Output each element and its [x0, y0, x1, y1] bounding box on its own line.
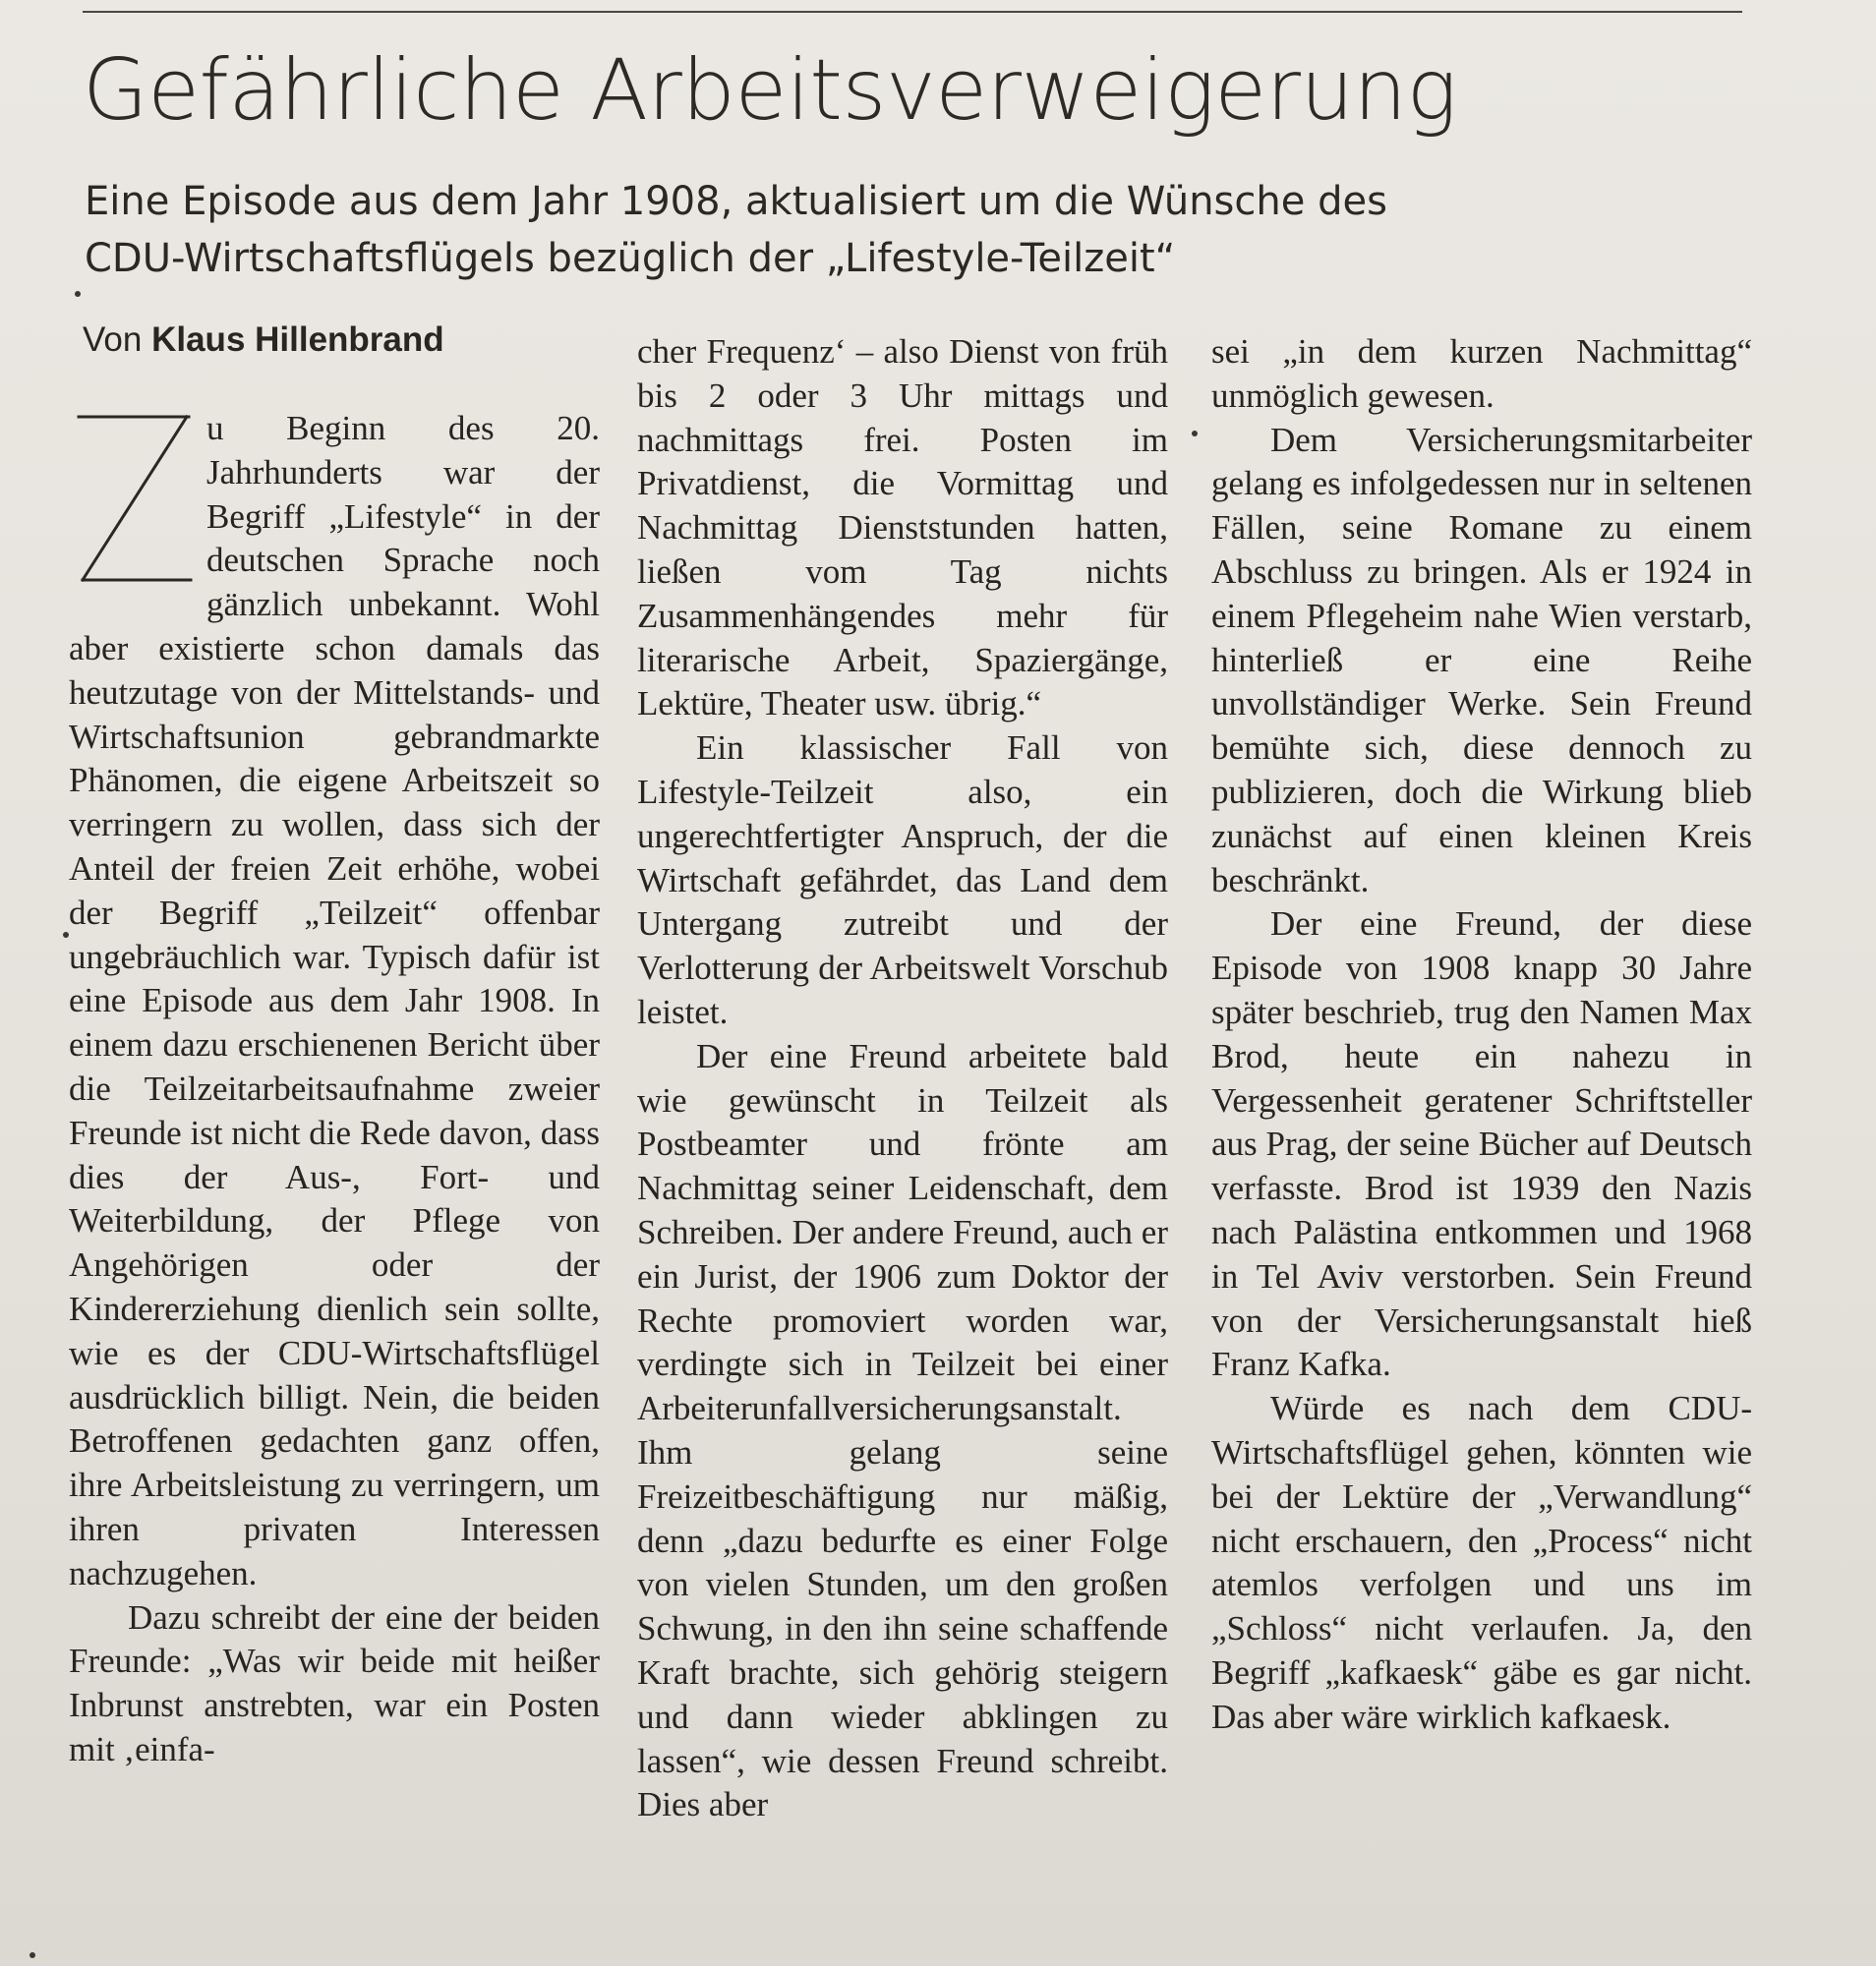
top-rule — [83, 11, 1742, 13]
headline: Gefährliche Arbeitsverweigerung — [83, 41, 1457, 140]
dropcap — [75, 411, 193, 586]
paragraph: Ein klassischer Fall von Lifestyle-Teilzeit also, ein ungerechtfertigter Anspruch, der die Wirtschaft gefährdet, das Land dem Untergang zutreibt und der Verlotterung der Arbeitswelt Vorschub leistet. — [637, 728, 1168, 1031]
column-3 — [1211, 330, 1752, 1740]
paragraph: cher Frequenz‘ – also Dienst von früh bis 2 oder 3 Uhr mittags und nachmittags frei. Posten im Privatdienst, die Vormittag und Nachmittag Dienststunden hatten, ließen vom Tag nichts Zusammenhängendes mehr für literarische Arbeit, Spaziergänge, Lektüre, Theater usw. übrig.“ — [637, 332, 1168, 723]
paragraph: Würde es nach dem CDU-Wirtschaftsflügel gehen, könnten wie bei der Lektüre der „Verwandlung“ nicht erschauern, den „Process“ nicht atemlos verfolgen und uns im „Schloss“ nicht verlaufen. Ja, den Begriff „kafkaesk“ gäbe es gar nicht. Das aber wäre wirklich kafkaesk. — [1211, 1389, 1752, 1736]
paper-speck — [63, 932, 69, 938]
paragraph: Dazu schreibt der eine der beiden Freunde: „Was wir beide mit heißer Inbrunst anstrebten, war ein Posten mit ‚einfa- — [69, 1597, 600, 1768]
paper-speck — [1192, 431, 1198, 436]
paragraph: Der eine Freund arbeitete bald wie gewünscht in Teilzeit als Postbeamter und frönte am Nachmittag seiner Leidenschaft, dem Schreiben. Der andere Freund, auch er ein Jurist, der 1906 zum Doktor der Rechte promoviert worden war, verdingte sich in Teilzeit bei einer Arbeiterunfallversicherungsanstalt. Ihm gelang seine Freizeitbeschäftigung nur mäßig, denn „dazu bedurfte es einer Folge von vielen Stunden, um den großen Schwung, in den ihn seine schaffende Kraft brachte, sich gehörig steigern und dann wieder abklingen zu lassen“, wie dessen Freund schreibt. Dies aber — [637, 1036, 1168, 1824]
paragraph: Dem Versicherungsmitarbeiter gelang es infolgedessen nur in seltenen Fällen, seine Romane zu einem Abschluss zu bringen. Als er 1924 in einem Pflegeheim nahe Wien verstarb, hinterließ er eine Reihe unvollständiger Werke. Sein Freund bemühte sich, diese dennoch zu publizieren, doch die Wirkung blieb zunächst auf einen kleinen Kreis beschränkt. — [1211, 420, 1752, 899]
paragraph: Der eine Freund, der diese Episode von 1908 knapp 30 Jahre später beschrieb, trug den Namen Max Brod, heute ein nahezu in Vergessenheit geratener Schriftsteller aus Prag, der seine Bücher auf Deutsch verfasste. Brod ist 1939 den Nazis nach Palästina entkommen und 1968 in Tel Aviv verstorben. Sein Freund von der Versicherungsanstalt hieß Franz Kafka. — [1211, 904, 1752, 1384]
byline-prefix: Von — [83, 320, 143, 359]
paragraph: u Beginn des 20. Jahrhunderts war der Begriff „Lifestyle“ in der deutschen Sprache noch gänzlich unbekannt. Wohl aber existierte schon damals das heutzutage von der Mittelstands- und Wirtschaftsunion gebrandmarkte Phänomen, die eigene Arbeitszeit so verringern zu wollen, dass sich der Anteil der freien Zeit erhöhe, wobei der Begriff „Teilzeit“ offenbar ungebräuchlich war. Typisch dafür ist eine Episode aus dem Jahr 1908. In einem dazu erschienenen Bericht über die Teilzeitarbeitsaufnahme zweier Freunde ist nicht die Rede davon, dass dies der Aus-, Fort- und Weiterbildung, der Pflege von Angehörigen oder der Kindererziehung dienlich sein sollte, wie es der CDU-Wirtschaftsflügel ausdrücklich billigt. Nein, die beiden Betroffenen gedachten ganz offen, ihre Arbeitsleistung zu verringern, um ihren privaten Interessen nachzugehen. — [69, 409, 600, 1592]
author-name: Klaus Hillenbrand — [151, 320, 444, 359]
paragraph: sei „in dem kurzen Nachmittag“ unmöglich gewesen. — [1211, 332, 1752, 415]
column-1 — [69, 407, 600, 1772]
column-2 — [637, 330, 1168, 1827]
subtitle: Eine Episode aus dem Jahr 1908, aktualisiert um die Wünsche des CDU-Wirtschaftsflügels bezüglich der „Lifestyle-Teilzeit“ — [85, 179, 1387, 281]
paper-speck — [29, 1952, 35, 1958]
paper-speck — [75, 291, 81, 297]
byline — [83, 318, 444, 362]
